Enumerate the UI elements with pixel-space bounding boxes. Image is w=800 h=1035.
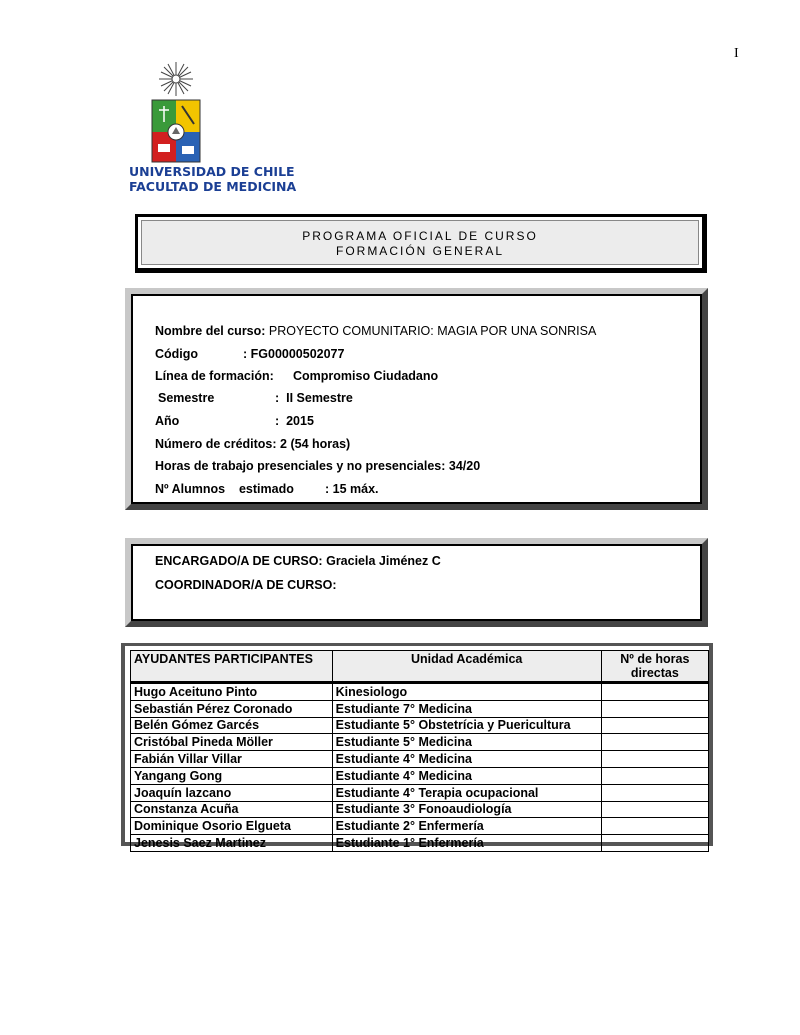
course-name-label: Nombre del curso: [155, 324, 266, 338]
manager-row [155, 554, 441, 568]
formation-line-value: Compromiso Ciudadano [293, 369, 439, 383]
students-label: Nº Alumnos estimado [155, 482, 294, 496]
course-name-row [155, 324, 596, 338]
faculty-name: FACULTAD DE MEDICINA [129, 179, 297, 194]
header-academic-unit: Unidad Académica [332, 651, 601, 683]
table-row [131, 835, 709, 852]
title-line-1: PROGRAMA OFICIAL DE CURSO [302, 229, 538, 243]
direct-hours [601, 801, 708, 818]
assistant-name: Joaquín lazcano [131, 784, 333, 801]
title-line-2: FORMACIÓN GENERAL [335, 244, 504, 258]
manager-label: ENCARGADO/A DE CURSO: [155, 554, 323, 568]
header-direct-hours: Nº de horas directas [601, 651, 708, 683]
direct-hours [601, 784, 708, 801]
coordinator-row [155, 578, 336, 592]
academic-unit: Estudiante 1° Enfermería [332, 835, 601, 852]
students-row [155, 482, 379, 496]
formation-line-row [155, 369, 438, 383]
academic-unit: Estudiante 4° Terapia ocupacional [332, 784, 601, 801]
direct-hours [601, 767, 708, 784]
semester-row [158, 391, 353, 405]
title-panel [141, 220, 699, 265]
assistant-name: Belén Gómez Garcés [131, 717, 333, 734]
assistant-name: Hugo Aceituno Pinto [131, 683, 333, 701]
assistant-name: Fabián Villar Villar [131, 751, 333, 768]
academic-unit: Estudiante 4° Medicina [332, 751, 601, 768]
year-value: : 2015 [275, 414, 314, 428]
table-row [131, 784, 709, 801]
assistant-name: Yangang Gong [131, 767, 333, 784]
table-header-row [131, 651, 709, 683]
direct-hours [601, 717, 708, 734]
table-row [131, 751, 709, 768]
semester-label: Semestre [158, 391, 215, 405]
credits-row [155, 437, 350, 451]
academic-unit: Estudiante 5° Medicina [332, 734, 601, 751]
title-box [135, 214, 707, 273]
hours-value: 34/20 [448, 459, 481, 473]
academic-unit: Estudiante 5° Obstetrícia y Puericultura [332, 717, 601, 734]
assistant-name: Constanza Acuña [131, 801, 333, 818]
year-label: Año [155, 414, 180, 428]
semester-value: : II Semestre [275, 391, 353, 405]
direct-hours [601, 683, 708, 701]
direct-hours [601, 751, 708, 768]
direct-hours [601, 818, 708, 835]
direct-hours [601, 734, 708, 751]
staff-panel [131, 544, 702, 621]
shield-icon [152, 100, 200, 162]
assistant-name: Jenesis Saez Martinez [131, 835, 333, 852]
table-row [131, 734, 709, 751]
table-row [131, 683, 709, 701]
assistant-name: Cristóbal Pineda Möller [131, 734, 333, 751]
course-name-value: PROYECTO COMUNITARIO: MAGIA POR UNA SONRISA [268, 324, 597, 338]
year-row [155, 414, 314, 428]
assistants-table-frame [121, 643, 713, 851]
course-code-row [155, 347, 344, 361]
university-name: UNIVERSIDAD DE CHILE [129, 164, 295, 179]
academic-unit: Estudiante 7° Medicina [332, 700, 601, 717]
table-row [131, 717, 709, 734]
course-info-box [125, 288, 708, 510]
academic-unit: Kinesiologo [332, 683, 601, 701]
hours-label: Horas de trabajo presenciales y no presenciales: [155, 459, 446, 473]
assistant-name: Dominique Osorio Elgueta [131, 818, 333, 835]
assistants-table [130, 650, 709, 852]
university-crest-logo [146, 62, 206, 168]
direct-hours [601, 700, 708, 717]
star-icon [159, 62, 193, 96]
academic-unit: Estudiante 3° Fonoaudiología [332, 801, 601, 818]
assistant-name: Sebastián Pérez Coronado [131, 700, 333, 717]
course-code-label: Código [155, 347, 199, 361]
institution-name [129, 164, 329, 194]
credits-value: 2 (54 horas) [280, 437, 351, 451]
credits-label: Número de créditos: [155, 437, 277, 451]
staff-box [125, 538, 708, 627]
header-assistants: AYUDANTES PARTICIPANTES [131, 651, 333, 683]
course-info-panel [131, 294, 702, 504]
table-row [131, 700, 709, 717]
table-row [131, 818, 709, 835]
table-row [131, 801, 709, 818]
page-number: I [734, 46, 739, 61]
direct-hours [601, 835, 708, 852]
formation-line-label: Línea de formación: [155, 369, 274, 383]
academic-unit: Estudiante 4° Medicina [332, 767, 601, 784]
course-code-value: : FG00000502077 [243, 347, 345, 361]
students-value: : 15 máx. [325, 482, 379, 496]
table-row [131, 767, 709, 784]
hours-row [155, 459, 480, 473]
coordinator-label: COORDINADOR/A DE CURSO: [155, 578, 337, 592]
academic-unit: Estudiante 2° Enfermería [332, 818, 601, 835]
manager-value: Graciela Jiménez C [326, 554, 441, 568]
